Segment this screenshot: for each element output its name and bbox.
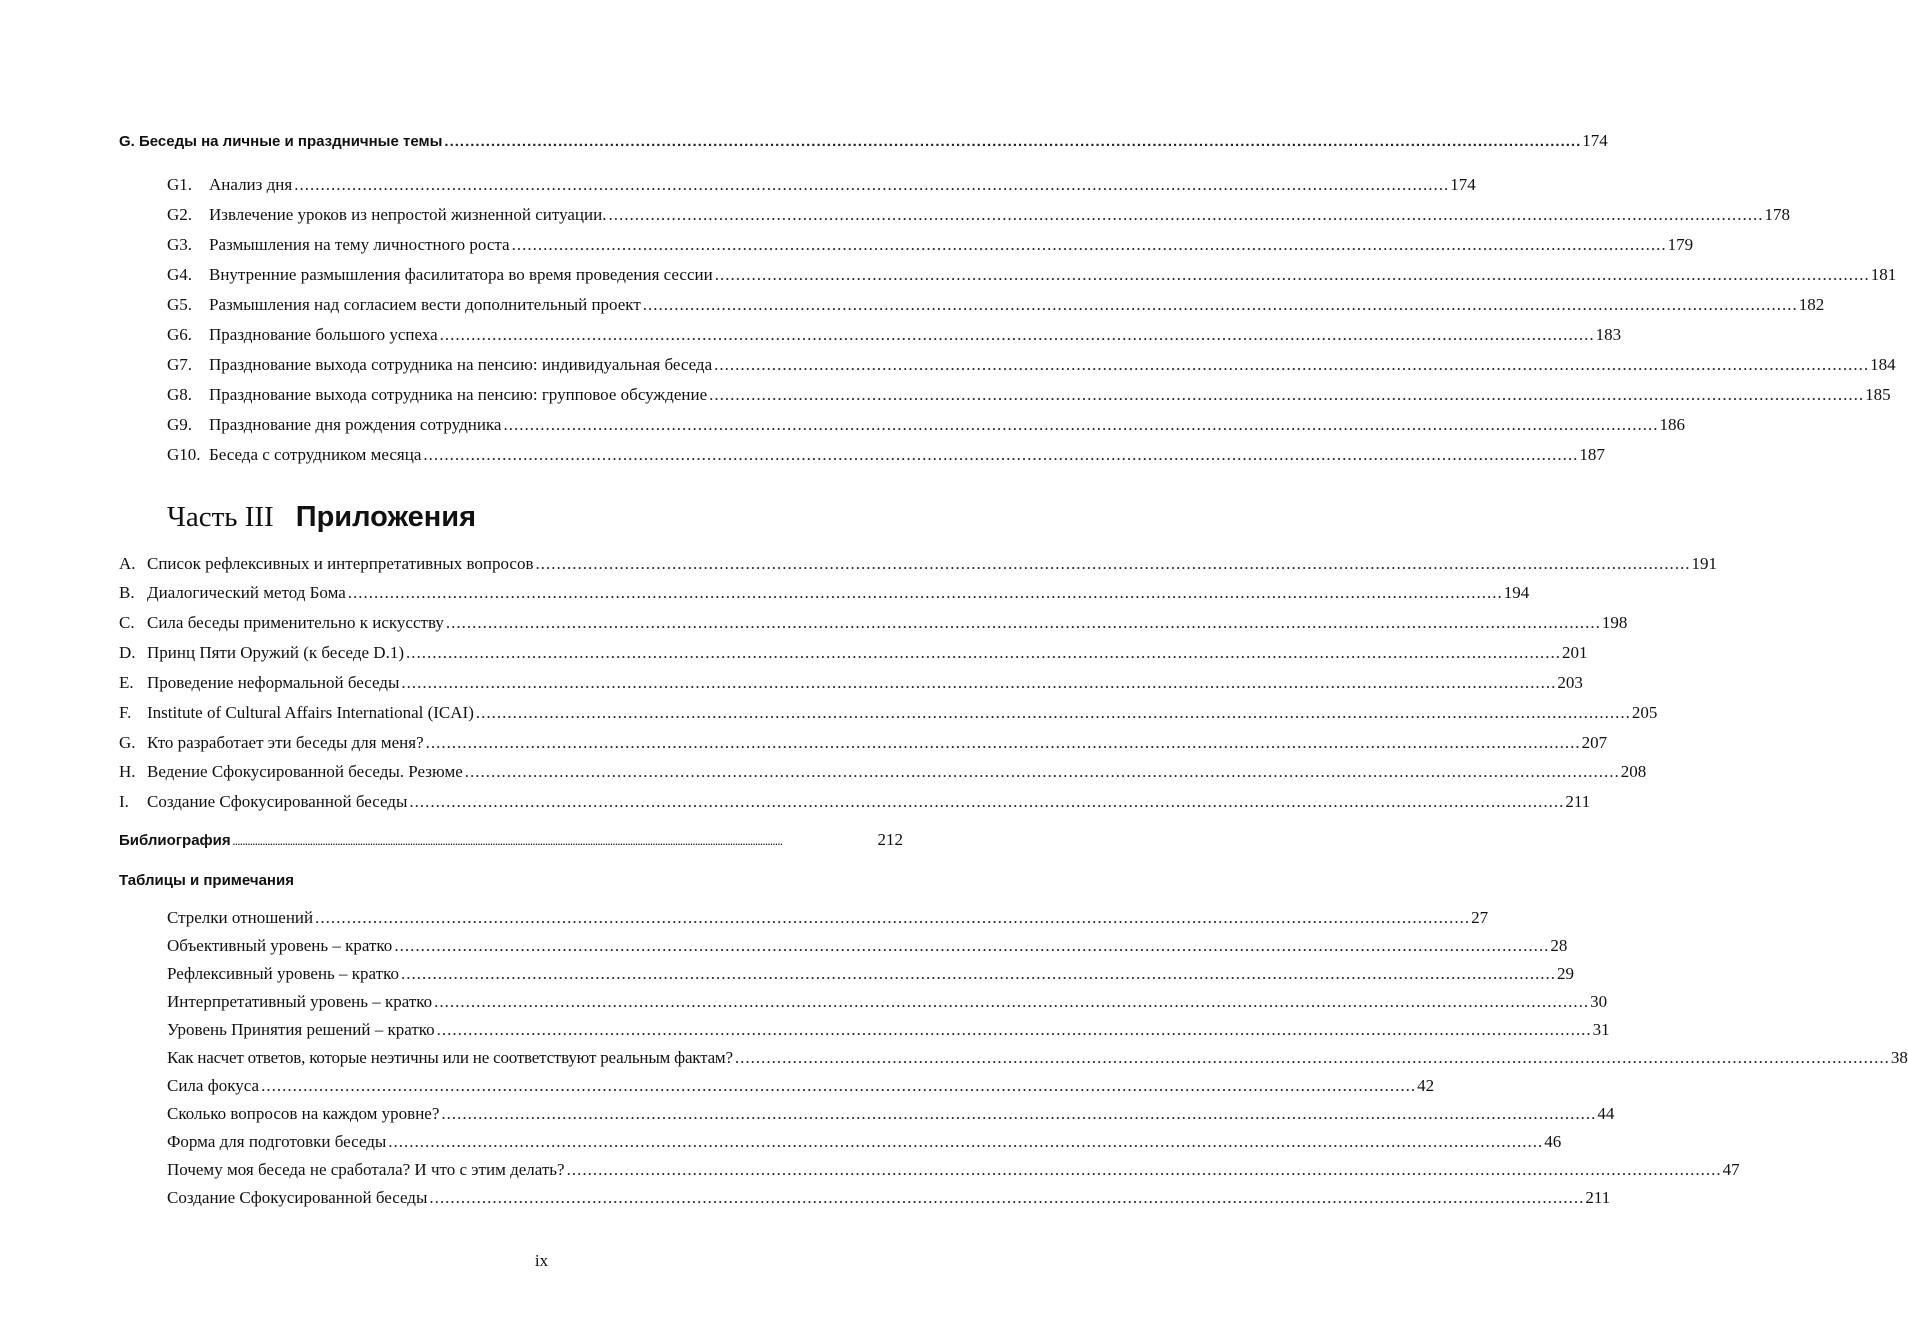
toc-entry-code: G9. <box>167 415 193 434</box>
toc-entry-page: 211 <box>1585 1188 1611 1207</box>
tables-notes-heading: Таблицы и примечания <box>119 872 294 889</box>
toc-entry-page: 191 <box>1691 554 1717 573</box>
toc-appendix-d <box>119 641 1588 665</box>
toc-entry-page: 186 <box>1659 415 1685 434</box>
toc-appendix-g <box>119 731 1608 755</box>
dot-leader: ............................................................................................................................................................................................................................ <box>464 762 1620 781</box>
toc-note-entry <box>167 990 1608 1014</box>
toc-entry-code: I. <box>119 792 129 811</box>
toc-entry-code: G1. <box>167 175 193 194</box>
toc-entry-page: 205 <box>1631 703 1658 722</box>
toc-bibliography <box>119 828 903 852</box>
toc-entry-g9 <box>167 413 1685 437</box>
dot-leader: ............................................................................................................................................................................................................................ <box>503 415 1659 434</box>
toc-entry-title: Интерпретативный уровень – кратко <box>167 992 433 1011</box>
toc-entry-title: Сколько вопросов на каждом уровне? <box>167 1104 440 1123</box>
toc-entry-code: G8. <box>167 385 193 404</box>
toc-entry-title: Создание Сфокусированной беседы <box>147 792 408 811</box>
dot-leader: ............................................................................................................................................................................................................................ <box>642 295 1798 314</box>
toc-entry-page: 184 <box>1870 355 1896 374</box>
toc-entry-code: G7. <box>167 355 193 374</box>
toc-entry-title: Празднование дня рождения сотрудника <box>209 415 502 434</box>
toc-entry-title: Размышления на тему личностного роста <box>209 235 510 254</box>
toc-note-entry <box>167 1018 1610 1042</box>
toc-entry-g10 <box>167 443 1605 467</box>
toc-entry-page: 198 <box>1601 613 1628 632</box>
toc-entry-title: Уровень Принятия решений – кратко <box>167 1020 435 1039</box>
toc-entry-page: 187 <box>1579 445 1605 464</box>
toc-entry-g6 <box>167 323 1622 347</box>
dot-leader: ............................................................................................................................................................................................................................ <box>436 1020 1592 1039</box>
toc-entry-title: Диалогический метод Бома <box>147 583 346 602</box>
toc-note-entry <box>167 1046 1908 1070</box>
toc-entry-title: Institute of Cultural Affairs International (ICAI) <box>147 703 474 722</box>
toc-entry-title: Принц Пяти Оружий (к беседе D.1) <box>147 643 404 662</box>
toc-entry-page: 27 <box>1471 908 1489 927</box>
toc-entry-title: Почему моя беседа не сработала? И что с этим делать? <box>167 1160 565 1179</box>
dot-leader: ............................................................................................................................................................................................................................ <box>714 355 1870 374</box>
toc-entry-title: Проведение неформальной беседы <box>147 673 400 692</box>
toc-note-entry <box>167 962 1574 986</box>
dot-leader: ............................................................................................................................................................................................................................ <box>734 1048 1890 1067</box>
toc-entry-code: G5. <box>167 295 193 314</box>
toc-entry-title: Рефлексивный уровень – кратко <box>167 964 399 983</box>
toc-note-entry <box>167 1186 1611 1210</box>
toc-appendix-f <box>119 701 1658 725</box>
toc-note-entry <box>167 1074 1435 1098</box>
toc-entry-title: Кто разработает эти беседы для меня? <box>147 733 424 752</box>
dot-leader: ............................................................................................................................................................................................................................ <box>475 703 1631 722</box>
toc-entry-g8 <box>167 383 1891 407</box>
toc-appendix-i <box>119 790 1591 814</box>
toc-entry-page: 185 <box>1865 385 1891 404</box>
toc-entry-code: G6. <box>167 325 193 344</box>
dot-leader: ............................................................................................................................................................................................................................ <box>423 445 1579 464</box>
dot-leader: ............................................................................................................................................................................................................................ <box>294 175 1450 194</box>
toc-entry-title: Библиография <box>119 832 231 849</box>
toc-entry-title: Как насчет ответов, которые неэтичны или не соответствуют реальным фактам? <box>167 1048 733 1067</box>
toc-entry-page: 38 <box>1890 1048 1908 1067</box>
toc-entry-page: 28 <box>1550 936 1568 955</box>
dot-leader: ............................................................................................................................................................................................................................ <box>709 385 1865 404</box>
toc-entry-title: Стрелки отношений <box>167 908 314 927</box>
toc-entry-title: Празднование выхода сотрудника на пенсию: индивидуальная беседа <box>209 355 713 374</box>
dot-leader: ............................................................................................................................................................................................................................ <box>566 1160 1722 1179</box>
toc-entry-page: 207 <box>1581 733 1608 752</box>
part-label: Часть III <box>167 501 274 533</box>
toc-entry-title: Празднование большого успеха <box>209 325 438 344</box>
toc-entry-code: B. <box>119 583 135 602</box>
toc-entry-code: G3. <box>167 235 193 254</box>
toc-entry-page: 174 <box>1582 131 1608 150</box>
toc-entry-g3 <box>167 233 1694 257</box>
toc-entry-title: Празднование выхода сотрудника на пенсию: групповое обсуждение <box>209 385 708 404</box>
toc-note-entry <box>167 1158 1740 1182</box>
dot-leader: ............................................................................................................................................................................................................................ <box>232 837 783 847</box>
dot-leader: ............................................................................................................................................................................................................................ <box>445 613 1601 632</box>
toc-entry-page: 211 <box>1565 792 1591 811</box>
dot-leader: ............................................................................................................................................................................................................................ <box>429 1188 1585 1207</box>
toc-entry-page: 29 <box>1557 964 1574 983</box>
toc-note-entry <box>167 1102 1615 1126</box>
toc-entry-title: Список рефлексивных и интерпретативных вопросов <box>147 554 534 573</box>
page-number: ix <box>534 1251 549 1270</box>
dot-leader: ............................................................................................................................................................................................................................ <box>714 265 1870 284</box>
dot-leader: ............................................................................................................................................................................................................................ <box>409 792 1565 811</box>
toc-entry-page: 46 <box>1544 1132 1562 1151</box>
toc-entry-g4 <box>167 263 1897 287</box>
toc-entry-page: 194 <box>1503 583 1530 602</box>
toc-entry-g7 <box>167 353 1896 377</box>
toc-entry-page: 208 <box>1620 762 1647 781</box>
toc-appendix-e <box>119 671 1583 695</box>
toc-entry-title: Сила беседы применительно к искусству <box>147 613 444 632</box>
dot-leader: ............................................................................................................................................................................................................................ <box>261 1076 1417 1095</box>
toc-entry-code: F. <box>119 703 132 722</box>
toc-entry-title: Форма для подготовки беседы <box>167 1132 387 1151</box>
dot-leader: ............................................................................................................................................................................................................................ <box>401 673 1557 692</box>
toc-entry-title: Анализ дня <box>209 175 293 194</box>
dot-leader: ............................................................................................................................................................................................................................ <box>434 992 1590 1011</box>
toc-entry-page: 42 <box>1417 1076 1435 1095</box>
toc-entry-g5 <box>167 293 1825 317</box>
dot-leader: ............................................................................................................................................................................................................................ <box>315 908 1471 927</box>
dot-leader: ............................................................................................................................................................................................................................ <box>347 583 1503 602</box>
toc-entry-page: 212 <box>877 830 903 849</box>
toc-entry-title: Ведение Сфокусированной беседы. Резюме <box>147 762 463 781</box>
dot-leader: ............................................................................................................................................................................................................................ <box>439 325 1595 344</box>
dot-leader: ............................................................................................................................................................................................................................ <box>394 936 1550 955</box>
toc-entry-code: E. <box>119 673 134 692</box>
toc-entry-page: 44 <box>1597 1104 1615 1123</box>
toc-entry-title: Создание Сфокусированной беседы <box>167 1188 428 1207</box>
toc-entry-code: H. <box>119 762 136 781</box>
dot-leader: ............................................................................................................................................................................................................................ <box>405 643 1561 662</box>
dot-leader: ............................................................................................................................................................................................................................ <box>388 1132 1544 1151</box>
dot-leader: ............................................................................................................................................................................................................................ <box>425 733 1581 752</box>
toc-entry-page: 30 <box>1590 992 1608 1011</box>
dot-leader: ............................................................................................................................................................................................................................ <box>535 554 1691 573</box>
toc-appendix-a <box>119 552 1717 576</box>
part-heading <box>167 495 476 539</box>
toc-entry-code: G2. <box>167 205 193 224</box>
toc-entry-page: 182 <box>1798 295 1825 314</box>
toc-section-heading-g <box>119 129 1608 153</box>
toc-entry-page: 181 <box>1870 265 1897 284</box>
toc-entry-code: G4. <box>167 265 193 284</box>
toc-entry-code: C. <box>119 613 135 632</box>
toc-entry-title: Объективный уровень – кратко <box>167 936 393 955</box>
toc-appendix-h <box>119 760 1647 784</box>
toc-entry-page: 178 <box>1764 205 1790 224</box>
toc-entry-page: 31 <box>1592 1020 1610 1039</box>
toc-entry-g2 <box>167 203 1790 227</box>
part-title: Приложения <box>295 501 477 533</box>
toc-note-entry <box>167 934 1568 958</box>
toc-entry-title: Беседа с сотрудником месяца <box>209 445 422 464</box>
toc-appendix-b <box>119 581 1530 605</box>
toc-entry-code: G. <box>119 733 136 752</box>
toc-entry-title: G. Беседы на личные и праздничные темы <box>119 133 443 150</box>
toc-entry-code: G10. <box>167 445 201 464</box>
dot-leader: ............................................................................................................................................................................................................................ <box>511 235 1667 254</box>
toc-entry-page: 47 <box>1722 1160 1740 1179</box>
toc-entry-title: Извлечение уроков из непростой жизненной ситуации. <box>209 205 607 224</box>
toc-entry-page: 179 <box>1667 235 1694 254</box>
toc-note-entry <box>167 906 1489 930</box>
toc-entry-code: D. <box>119 643 136 662</box>
toc-entry-title: Размышления над согласием вести дополнительный проект <box>209 295 641 314</box>
dot-leader: ............................................................................................................................................................................................................................ <box>441 1104 1597 1123</box>
toc-entry-g1 <box>167 173 1476 197</box>
toc-note-entry <box>167 1130 1562 1154</box>
toc-appendix-c <box>119 611 1628 635</box>
toc-entry-code: A. <box>119 554 136 573</box>
toc-entry-page: 183 <box>1595 325 1622 344</box>
toc-entry-page: 201 <box>1561 643 1588 662</box>
toc-entry-title: Внутренние размышления фасилитатора во время проведения сессии <box>209 265 713 284</box>
toc-entry-page: 174 <box>1450 175 1476 194</box>
dot-leader: ............................................................................................................................................................................................................................ <box>444 133 1582 150</box>
toc-entry-page: 203 <box>1557 673 1583 692</box>
toc-entry-title: Сила фокуса <box>167 1076 260 1095</box>
dot-leader: ............................................................................................................................................................................................................................ <box>401 964 1556 983</box>
dot-leader: ............................................................................................................................................................................................................................ <box>608 205 1764 224</box>
